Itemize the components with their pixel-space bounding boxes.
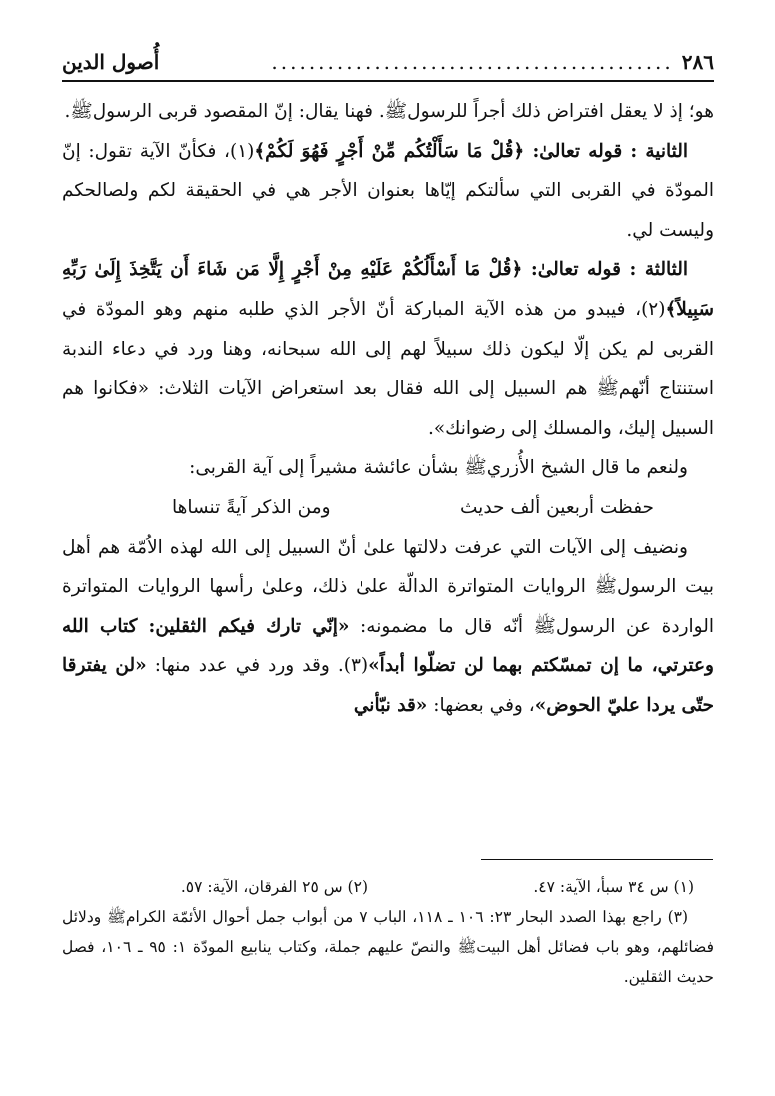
verse-second-hemistich: ومن الذكر آيةً تنساها (172, 496, 331, 518)
hadith-quote-3: «قد نبّأني (353, 694, 428, 716)
paragraph-1-text: هو؛ إذ لا يعقل افتراض ذلك أجراً للرسولﷺ. فهنا يقال: إنّ المقصود قربى الرسولﷺ. (64, 101, 714, 122)
header-dot-leader: ........................................... (271, 50, 674, 74)
hadith-quote-2: «لن يفترقا حتّى يردا عليّ الحوض» (62, 655, 714, 716)
verse-first-hemistich: حفظت أربعين ألف حديث (460, 496, 654, 518)
paragraph-1 (62, 92, 714, 132)
book-title: أُصول الدين (62, 50, 160, 74)
running-header (62, 40, 714, 74)
point-three-label: الثالثة : قوله تعالىٰ: (522, 259, 688, 281)
main-text (62, 92, 714, 726)
paragraph-3-text: ، فيبدو من هذه الآية المباركة أنّ الأجر الذي طلبه منهم وهو المودّة في القربى لم يكن إلّا ليكون ذلك سبيلاً لهم إلى الله سبحانه، وهنا ورد في دعاء الندبة استنتاج أنّهمﷺ هم السبيل إلى الله فقال بعد استعراض الآيات الثلاث: «فكانوا هم السبيل إليك، والمسلك إلى رضوانك». (62, 298, 714, 439)
footnotes (62, 872, 714, 992)
paragraph-2-text: ، فكأنّ الآية تقول: إنّ المودّة في القربى التي سألتكم إيّاها بعنوان الأجر هي في الحقيقة لكم ولصالحكم وليست لي. (62, 140, 714, 241)
paragraph-3 (62, 250, 714, 448)
quran-verse-2: ﴿قُلْ مَا أَسْأَلُكُمْ عَلَيْهِ مِنْ أَجْرٍ إِلَّا مَن شَاءَ أَن يَتَّخِذَ إِلَىٰ رَبِّهِ سَبِيلاً﴾ (62, 259, 714, 320)
poetry-verse (62, 488, 714, 528)
hadith-quote-1: «إنّي تارك فيكم الثقلين: كتاب الله وعترتي، ما إن تمسّكتم بهما لن تضلّوا أبداً» (62, 615, 714, 677)
footnote-1: (١) س ٣٤ سبأ، الآية: ٤٧. (533, 878, 694, 896)
footnote-rule (481, 859, 713, 860)
paragraph-5 (62, 528, 714, 726)
paragraph-5-text-a: ونضيف إلى الآيات التي عرفت دلالتها علىٰ أنّ السبيل إلى الله لهذه الاُمّة هم أهل بيت الرسولﷺ الروايات المتواترة الدالّة علىٰ ذلك، وعلىٰ رأسها الروايات المتواترة الواردة عن الرسولﷺ أنّه قال ما مضمونه: (62, 536, 714, 637)
footnote-ref-2[interactable]: (٢) (641, 298, 666, 320)
footnote-ref-3[interactable]: (٣) (343, 655, 369, 677)
quran-verse-1: ﴿قُلْ مَا سَأَلْتُكُم مِّنْ أَجْرٍ فَهُوَ لَكُمْ﴾ (254, 140, 525, 162)
paragraph-2 (62, 132, 714, 251)
footnote-ref-1[interactable]: (١) (229, 140, 255, 162)
page-number: ٢٨٦ (681, 50, 714, 74)
paragraph-5-text-b: . وقد ورد في عدد منها: (146, 655, 344, 677)
paragraph-5-text-c: ، وفي بعضها: (427, 694, 535, 716)
point-two-label: الثانية : قوله تعالىٰ: (524, 140, 689, 162)
footnote-2: (٢) س ٢٥ الفرقان، الآية: ٥٧. (180, 878, 368, 896)
footnote-row-1 (62, 872, 714, 902)
header-rule (62, 80, 714, 82)
footnote-3: (٣) راجع بهذا الصدد البحار ٢٣: ١٠٦ ـ ١١٨، الباب ٧ من أبواب جمل أحوال الأئمّة الكرامﷺ ودلائل فضائلهم، وهو باب فضائل أهل البيتﷺ والنصّ عليهم جملة، وكتاب ينابيع المودّة ١: ٩٥ ـ ١٠٦، فصل حديث الثقلين. (62, 908, 714, 986)
paragraph-4-text: ولنعم ما قال الشيخ الأُزريﷺ بشأن عائشة مشيراً إلى آية القربى: (189, 457, 688, 479)
paragraph-4 (62, 448, 714, 488)
